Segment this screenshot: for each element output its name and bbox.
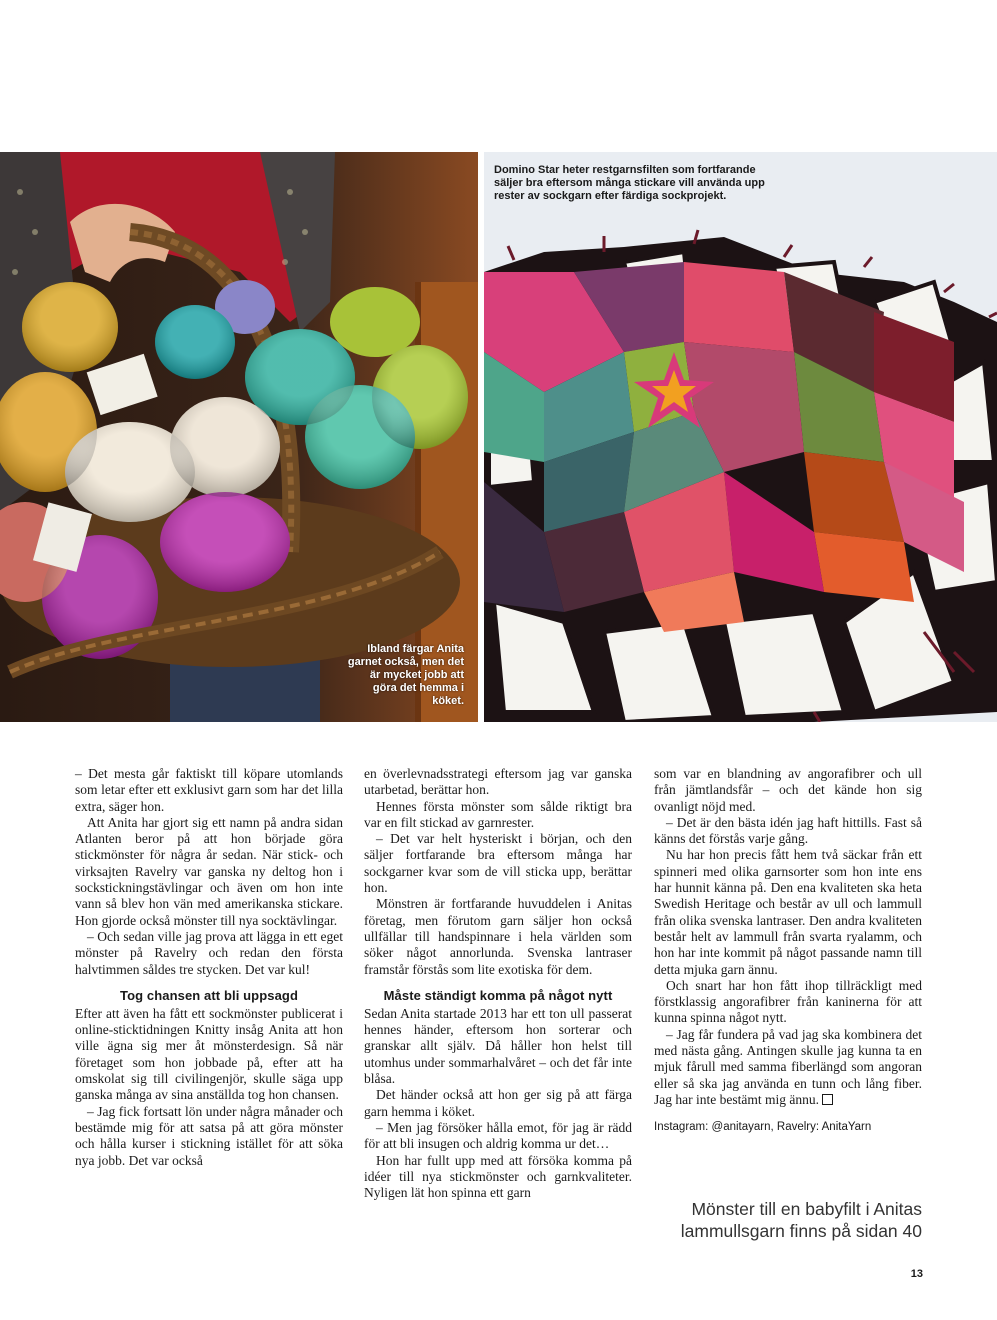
article-column-1	[75, 766, 343, 1169]
yarn-basket-illustration	[0, 152, 478, 722]
page-number: 13	[910, 1268, 923, 1280]
paragraph: Det händer också att hon ger sig på att färga garn hemma i köket.	[364, 1087, 632, 1119]
paragraph: Hennes första mönster som sålde riktigt bra var en filt stickad av garnrester.	[364, 798, 632, 830]
paragraph: Hon har fullt upp med att försöka komma på idéer till nya stickmönster och garnkvaliteter. Nyligen lät hon spinna ett garn	[364, 1152, 632, 1201]
paragraph: en överlevnadsstrategi eftersom jag var ganska utarbetad, berättar hon.	[364, 766, 632, 798]
paragraph: Att Anita har gjort sig ett namn på andra sidan Atlanten beror på att hon började göra stickmönster för några år sedan. När stick- och virksajten Ravelry var ganska ny deltog hon i sockstickningstävlingar och även om hon inte vann så blev hon vän med amerikanska stickare. Hon gjorde också mönster till nya socktävlingar.	[75, 814, 343, 928]
domino-star-blanket-illustration	[484, 152, 997, 722]
paragraph: – Men jag försöker hålla emot, för jag är rädd för att bli insugen och aldrig komma ur det…	[364, 1119, 632, 1152]
domino-star-blanket-photo	[484, 152, 997, 722]
paragraph-final	[654, 1027, 922, 1108]
paragraph: – Jag fick fortsatt lön under några månader och bestämde mig för att satsa på att göra mönster och hålla kurser i stickning istället för att söka nya jobb. Det var också	[75, 1103, 343, 1168]
article-column-2	[364, 766, 632, 1201]
end-mark-icon	[822, 1094, 833, 1105]
paragraph: Och snart har hon fått ihop tillräckligt med förstklassig angorafibrer från kaninerna för att kunna spinna något nytt.	[654, 977, 922, 1026]
paragraph: – Det är den bästa idén jag haft hittills. Fast så känns det förstås varje gång.	[654, 814, 922, 847]
paragraph: – Det mesta går faktiskt till köpare utomlands som letar efter ett exklusivt garn som har det lilla extra, säger hon.	[75, 766, 343, 814]
yarn-basket-photo	[0, 152, 478, 722]
paragraph: Nu har hon precis fått hem två säckar från ett spinneri med olika garnsorter som hon inte ens har hunnit känna på. Den ena kvaliteten ska heta Swedish Heritage och består av ull och lammull från olika svenska lantraser. Den andra kvaliteten består helt av lammull från svarta ryalamm, och hon har inte kommit på något passande namn till detta mjuka garn ännu.	[654, 847, 922, 977]
paragraph-text: – Jag får fundera på vad jag ska kombinera det med nästa gång. Antingen skulle jag kunna ta en mjuk fårull med samma fiberlängd som angoran eller så ska jag använda en tunn och lång fiber. Jag har inte bestämt mig ännu.	[654, 1026, 922, 1107]
paragraph: Sedan Anita startade 2013 har ett ton ull passerat hennes händer, eftersom hon sorterar och granskar allt själv. Då håller hon helst till utomhus under sommarhalvåret – och det får inte blåsa.	[364, 1005, 632, 1087]
photo-caption: Ibland färgar Anita garnet också, men det är mycket jobb att göra det hemma i köket.	[347, 643, 464, 707]
pattern-promo: Mönster till en babyfilt i Anitas lammullsgarn finns på sidan 40	[680, 1199, 922, 1241]
social-credits: Instagram: @anitayarn, Ravelry: AnitaYarn	[654, 1121, 872, 1134]
photo-caption: Domino Star heter restgarnsfilten som fortfarande säljer bra eftersom många stickare vill använda upp rester av sockgarn efter färdiga sockprojekt.	[494, 164, 765, 202]
paragraph: Mönstren är fortfarande huvuddelen i Anitas företag, men förutom garn säljer hon också ullfällar till handspinnare i hela världen som söker något annorlunda. Svenska lantraser framstår förstås som lite exotiska för dem.	[364, 896, 632, 977]
section-heading: Måste ständigt komma på något nytt	[383, 987, 613, 1003]
article-column-3	[654, 766, 922, 1134]
section-heading: Tog chansen att bli uppsagd	[120, 987, 298, 1003]
paragraph: – Och sedan ville jag prova att lägga in ett eget mönster på Ravelry och redan den första halvtimmen såldes tre stycken. Det var kul!	[75, 928, 343, 977]
paragraph: – Det var helt hysteriskt i början, och den säljer fortfarande bra eftersom många har sockgarner kvar som de vill sticka upp, berättar hon.	[364, 831, 632, 896]
paragraph: som var en blandning av angorafibrer och ull från jämtlandsfår – och det kände hon sig ovanligt nöjd med.	[654, 766, 922, 814]
paragraph: Efter att även ha fått ett sockmönster publicerat i online-sticktidningen Knitty insåg Anita att hon ville ägna sig mer åt mönsterdesign. Så när företaget som hon jobbade på, efter att ha omskolat sig till civilingenjör, skulle säga upp ganska många av sina anställda tog hon chansen.	[75, 1005, 343, 1103]
